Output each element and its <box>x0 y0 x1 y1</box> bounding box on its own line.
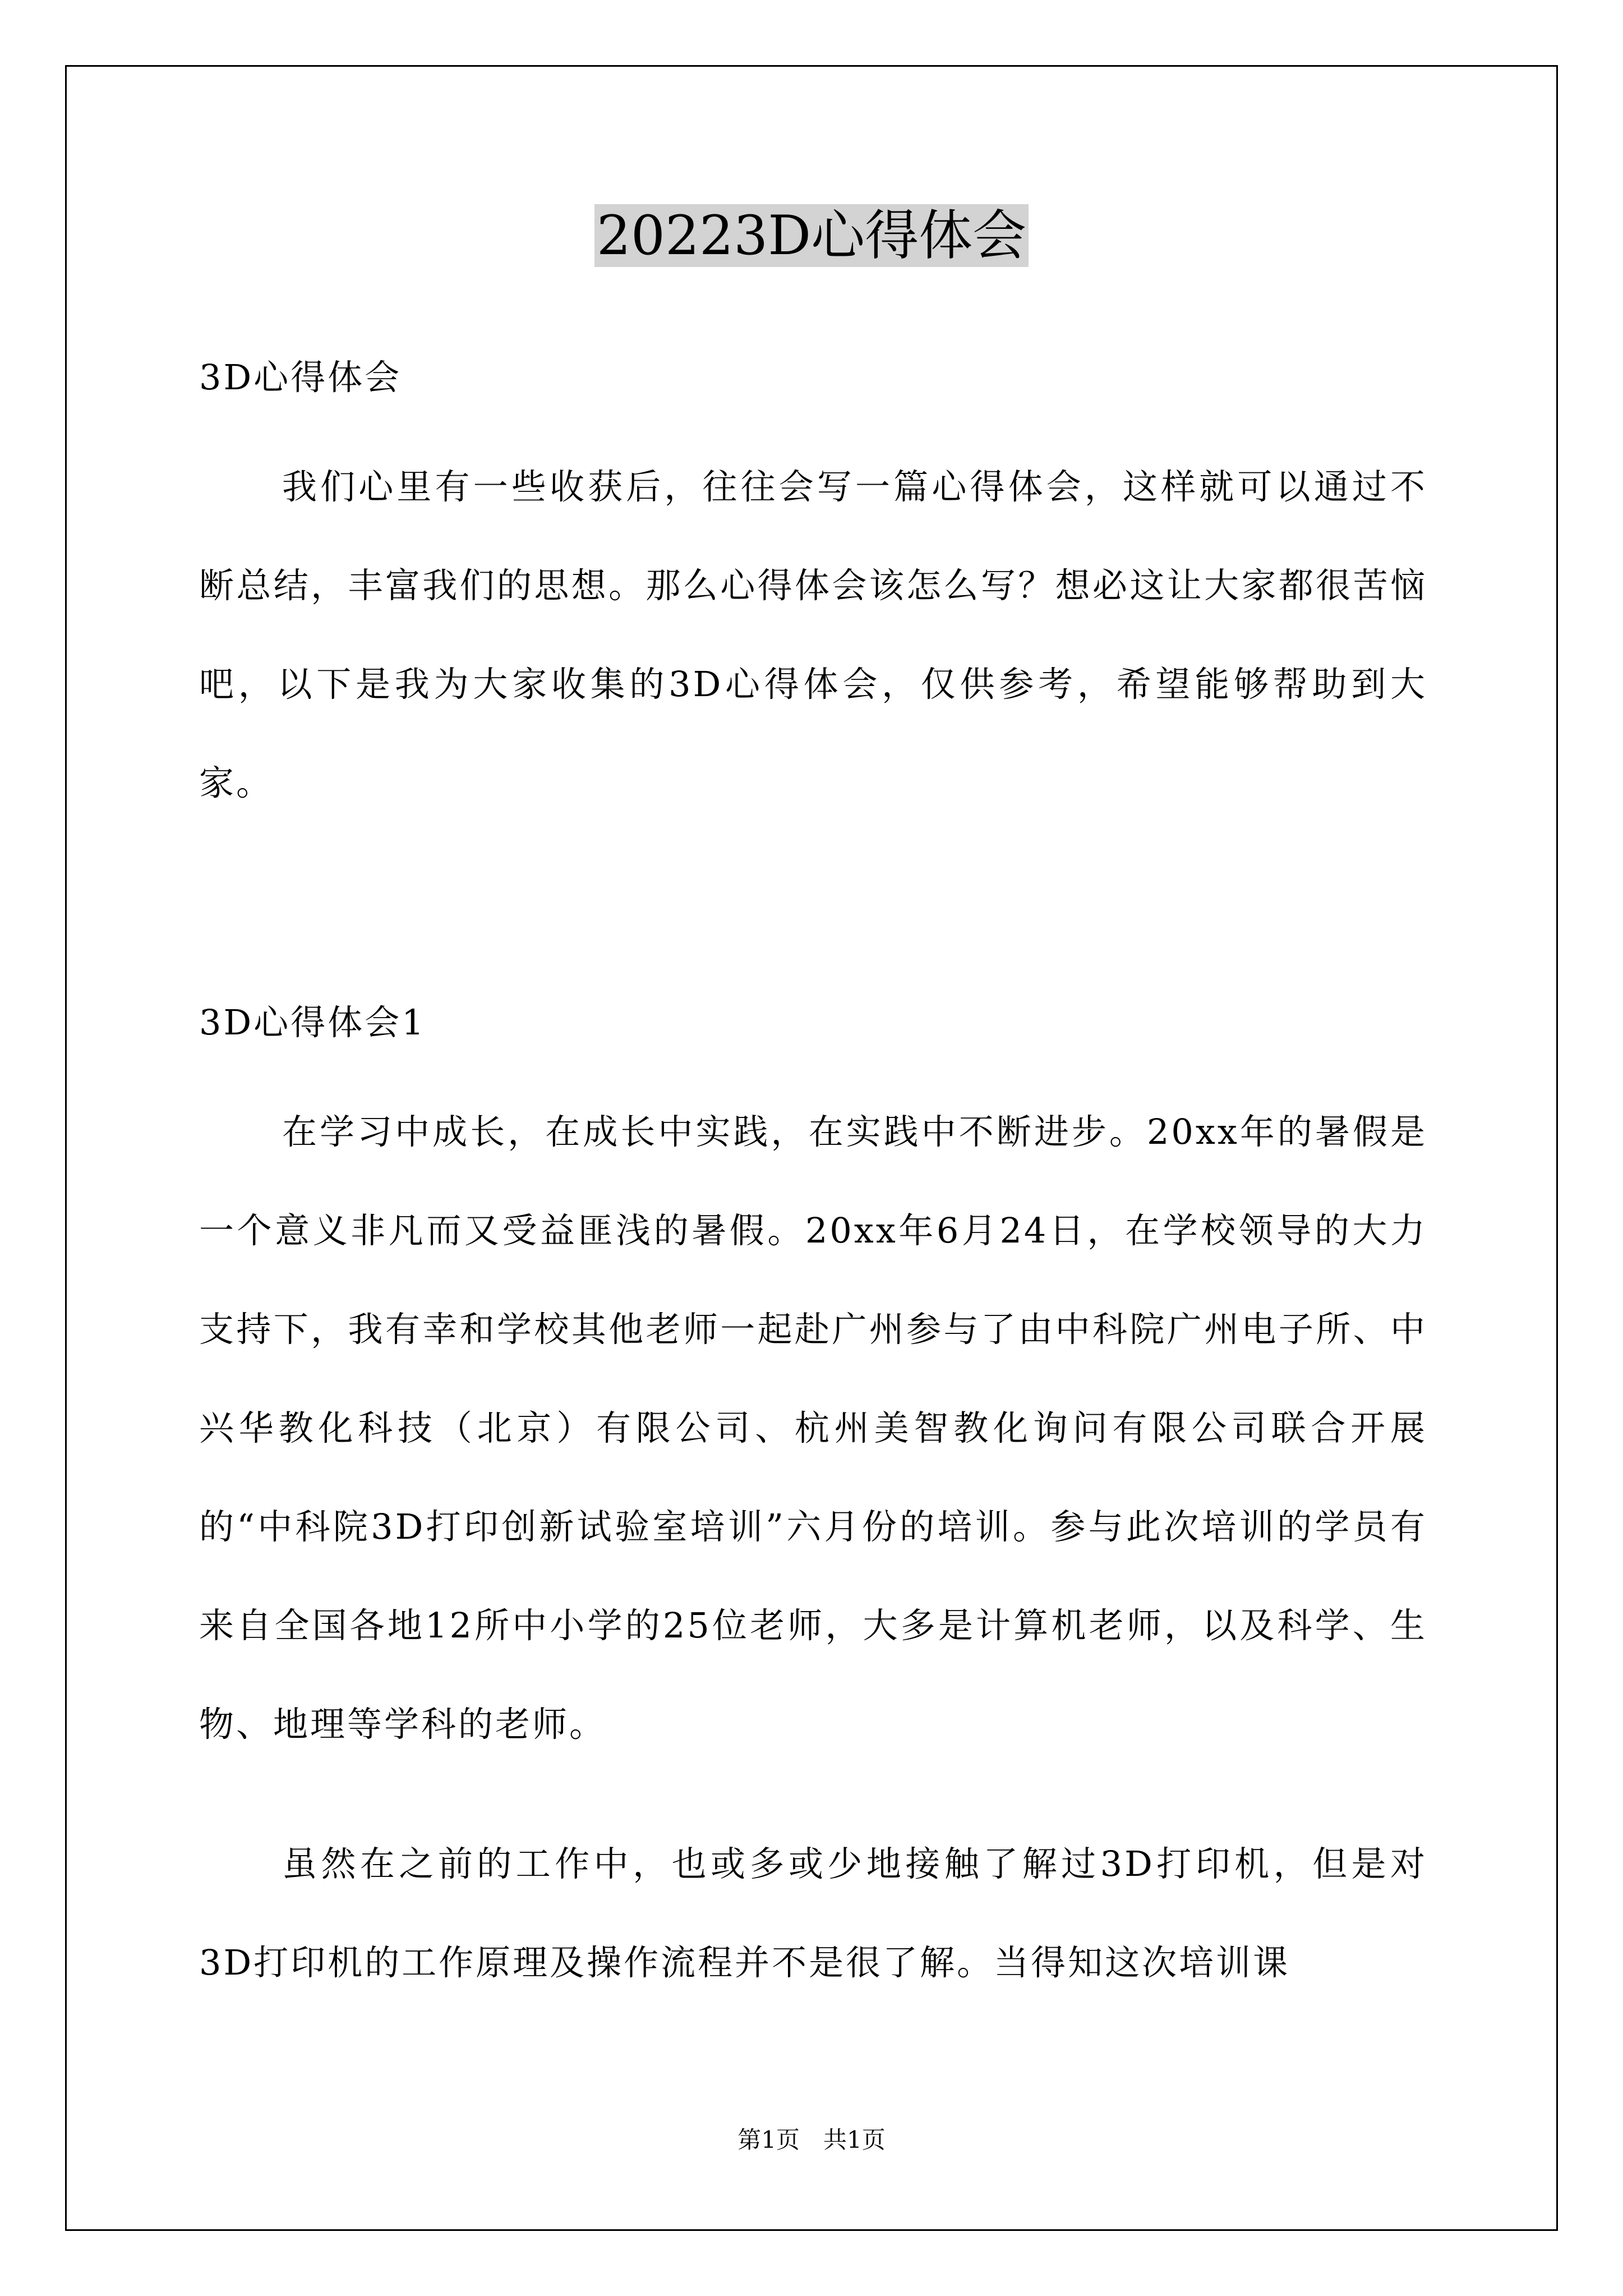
section1-heading: 3D心得体会1 <box>199 1002 426 1043</box>
document-title <box>0 196 1623 275</box>
page-footer: 第1页 共1页 <box>737 2126 886 2154</box>
intro-paragraph: 我们心里有一些收获后，往往会写一篇心得体会，这样就可以通过不断总结，丰富我们的思想。那么心得体会该怎么写？想必这让大家都很苦恼吧，以下是我为大家收集的3D心得体会，仅供参考，希望能够帮助到大家。 <box>199 466 1427 803</box>
document-title-text: 20223D心得体会 <box>594 204 1029 267</box>
section1-paragraph-2: 虽然在之前的工作中，也或多或少地接触了解过3D打印机，但是对3D打印机的工作原理及操作流程并不是很了解。当得知这次培训课 <box>199 1843 1427 1983</box>
intro-heading: 3D心得体会 <box>199 357 402 398</box>
section1-paragraph-1: 在学习中成长，在成长中实践，在实践中不断进步。20xx年的暑假是一个意义非凡而又受益匪浅的暑假。20xx年6月24日，在学校领导的大力支持下，我有幸和学校其他老师一起赴广州参与了由中科院广州电子所、中兴华教化科技（北京）有限公司、杭州美智教化询问有限公司联合开展的“中科院3D打印创新试验室培训”六月份的培训。参与此次培训的学员有来自全国各地12所中小学的25位老师，大多是计算机老师，以及科学、生物、地理等学科的老师。 <box>199 1111 1427 1745</box>
